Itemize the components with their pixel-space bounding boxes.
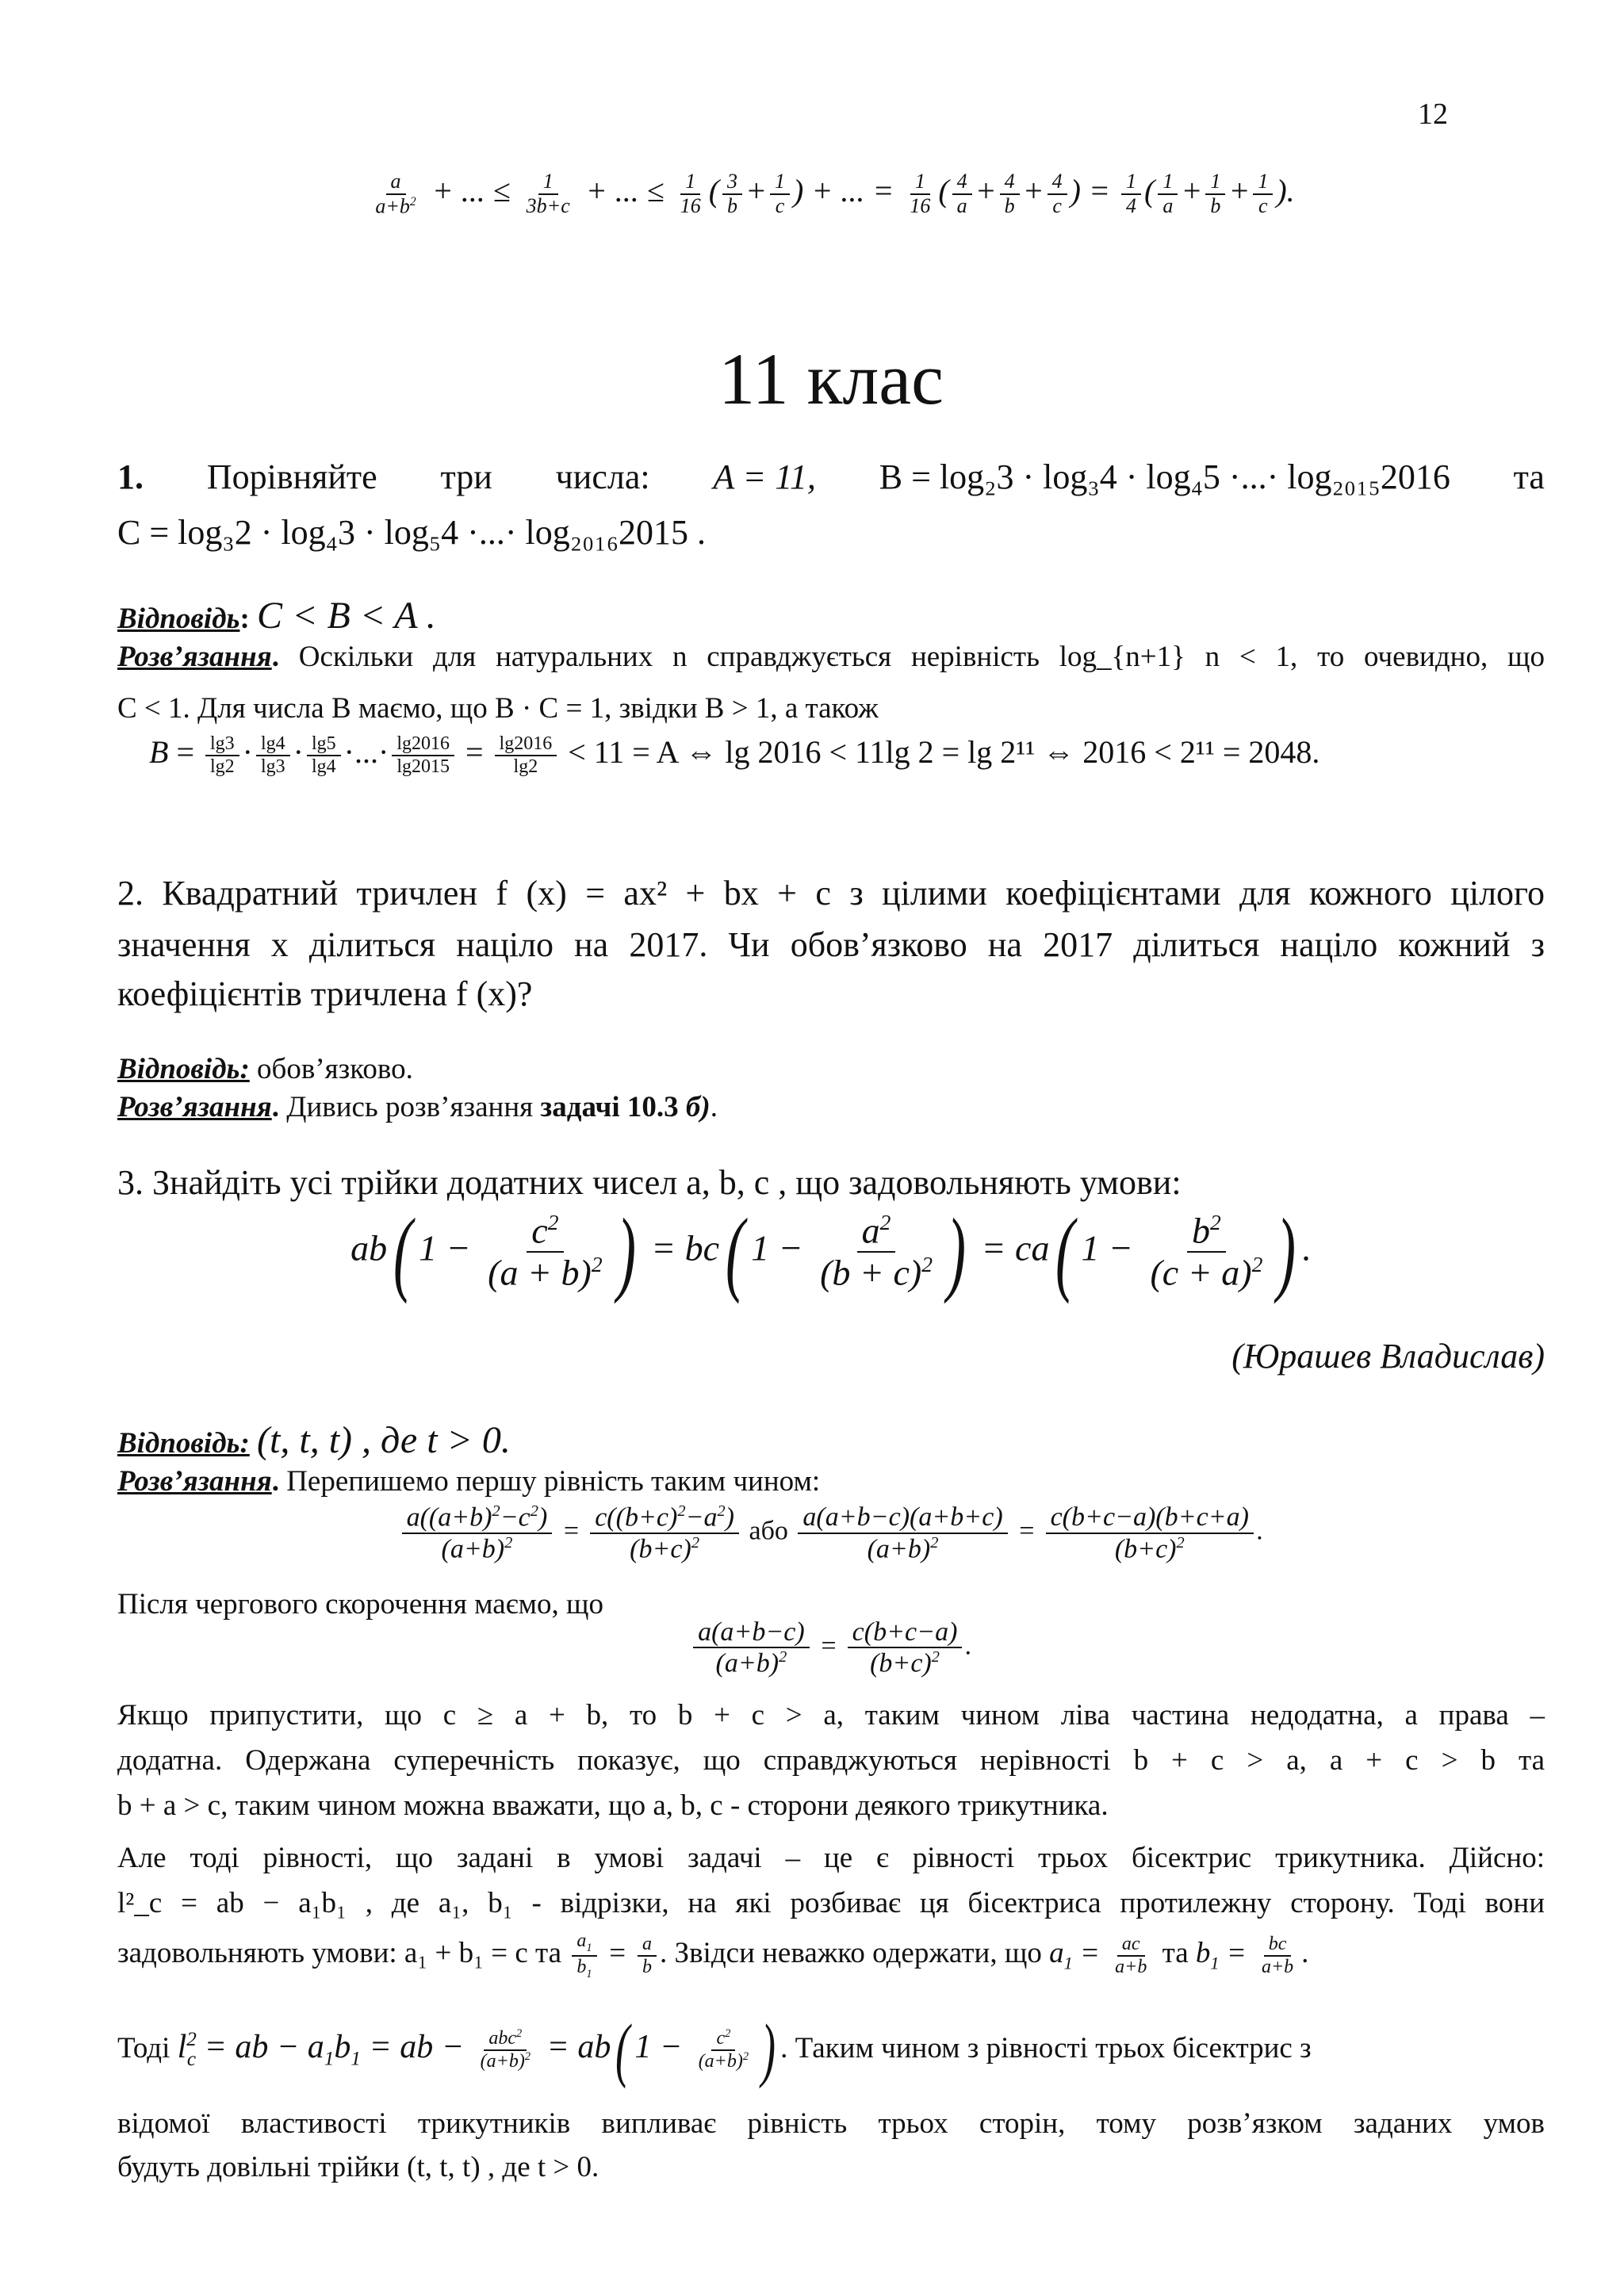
- p1-solution-line1: Розв’язання. Оскільки для натуральних n справджується нерівність log_{n+1} n < 1, то очевидно, що: [117, 641, 1545, 673]
- page-number: 12: [1418, 98, 1448, 131]
- p3-formula-1: $\frac{a((a+b)^2-c^2)}{(a+b)^2}$ = $\frac{c((b+c)^2-a^2)}{(b+c)^2}$ або $\frac{a(a+b-c)(a+b+c)}{(a+b)^2}$ = $\frac{c(b+c-a)(b+c+a)}{(b+c)^2}$ .: [117, 1502, 1545, 1563]
- problem-2-line3: коефіцієнтів тричлена f (x)?: [117, 974, 533, 1013]
- problem-1-line1: 1. Порівняйте три числа: A = 11, B = log₂3 · log₃4 · log₄5 ·...· log₂₀₁₅2016 та: [117, 457, 1545, 496]
- p2-answer: Відповідь: обов’язково.: [117, 1053, 413, 1085]
- problem-2-line1: 2. Квадратний тричлен f (x) = ax² + bx + c з цілими коефіцієнтами для кожного цілого: [117, 874, 1545, 913]
- p3-para3: Тоді $l^2_c$ = ab − $a_1b_1$ = ab − $\frac{abc^2}{(a+b)^2}$ = ab( 1 − $\frac{c^2}{(a+b)^2}$ ) . Таким чином з рівності трьох бісектрис з: [117, 2011, 1312, 2089]
- p3-para1-line3: b + a > c, таким чином можна вважати, що a, b, c - сторони деякого трикутника.: [117, 1789, 1109, 1822]
- page: [117, 0, 1545, 2296]
- problem-1-line2: C = log₃2 · log₄3 · log₅4 ·...· log₂₀₁₆2015 .: [117, 513, 707, 552]
- problem-3-equation: ab( 1 − $\frac{c^2}{(a + b)^2}$ ) = bc( 1 − $\frac{a^2}{(b + c)^2}$ ) = ca( 1 − $\frac{b^2}{(c + a)^2}$ ) .: [350, 1199, 1312, 1304]
- p3-formula-2: $\frac{a(a+b-c)}{(a+b)^2}$ = $\frac{c(b+c-a)}{(b+c)^2}$ .: [117, 1617, 1545, 1678]
- problem-3-author: (Юрашев Владислав): [1231, 1337, 1545, 1376]
- p3-para2-line1: Але тоді рівності, що задані в умові задачі – це є рівності трьох бісектрис трикутника. Дійсно:: [117, 1842, 1545, 1874]
- p1-answer: Відповідь: C < B < A .: [117, 595, 436, 637]
- p1-solution-line2: C < 1. Для числа B маємо, що B · C = 1, звідки B > 1, а також: [117, 692, 879, 725]
- page-title: 11 клас: [718, 339, 944, 419]
- problem-3-line1: 3. Знайдіть усі трійки додатних чисел a, b, c , що задовольняють умови:: [117, 1163, 1182, 1202]
- problem-2-line2: значення x ділиться націло на 2017. Чи обов’язково на 2017 ділиться націло кожний з: [117, 925, 1545, 964]
- p3-after: Після чергового скорочення маємо, що: [117, 1588, 603, 1621]
- p3-para2-line3: задовольняють умови: a₁ + b₁ = c та $\frac{a_1}{b_1}$ = $\frac{a}{b}$ . Звідси неважко одержати, що $a_1$ = $\frac{ac}{a+b}$ та $b_1$ = $\frac{bc}{a+b}$ .: [117, 1931, 1309, 1980]
- p2-solution: Розв’язання. Дивись розв’язання задачі 10.3 б).: [117, 1091, 718, 1123]
- p3-para1-line2: додатна. Одержана суперечність показує, що справджуються нерівності b + c > a, a + c > b та: [117, 1744, 1545, 1777]
- p3-para2-line2: l²_c = ab − a₁b₁ , де a₁, b₁ - відрізки, на які розбиває ця бісектриса протилежну сторону. Тоді вони: [117, 1887, 1545, 1919]
- p3-para4-line2: будуть довільні трійки (t, t, t) , де t > 0.: [117, 2151, 599, 2183]
- p1-solution-formula: B = $\frac{\lg 3}{\lg 2}$ · $\frac{\lg 4}{\lg 3}$ · $\frac{\lg 5}{\lg 4}$ ·...· $\frac{\lg 2016}{\lg 2015}$ = $\frac{\lg 2016}{\lg 2}$ < 11 = A ⇔ lg 2016 < 11lg 2 = lg 2¹¹ ⇔ 2016 < 2¹¹ = 2048.: [149, 733, 1320, 777]
- p3-para1-line1: Якщо припустити, що c ≥ a + b, то b + c > a, таким чином ліва частина недодатна, а права –: [117, 1699, 1545, 1732]
- p3-answer: Відповідь: (t, t, t) , де t > 0.: [117, 1419, 511, 1461]
- top-inequality-formula: $\frac{a}{a+b^2}$ + ... ≤ $\frac{1}{3b+c}$ + ... ≤ $\frac{1}{16}$ ( $\frac{3}{b}$ + $\frac{1}{c}$ ) + ... = $\frac{1}{16}$ ( $\frac{4}{a}$ + $\frac{4}{b}$ + $\frac{4}{c}$ ) = $\frac{1}{4}$ ( $\frac{1}{a}$ + $\frac{1}{b}$ + $\frac{1}{c}$ ).: [375, 170, 1295, 218]
- p3-solution-intro: Розв’язання. Перепишемо першу рівність таким чином:: [117, 1465, 821, 1498]
- p3-para4-line1: відомої властивості трикутників випливає рівність трьох сторін, тому розв’язком заданих умов: [117, 2107, 1545, 2140]
